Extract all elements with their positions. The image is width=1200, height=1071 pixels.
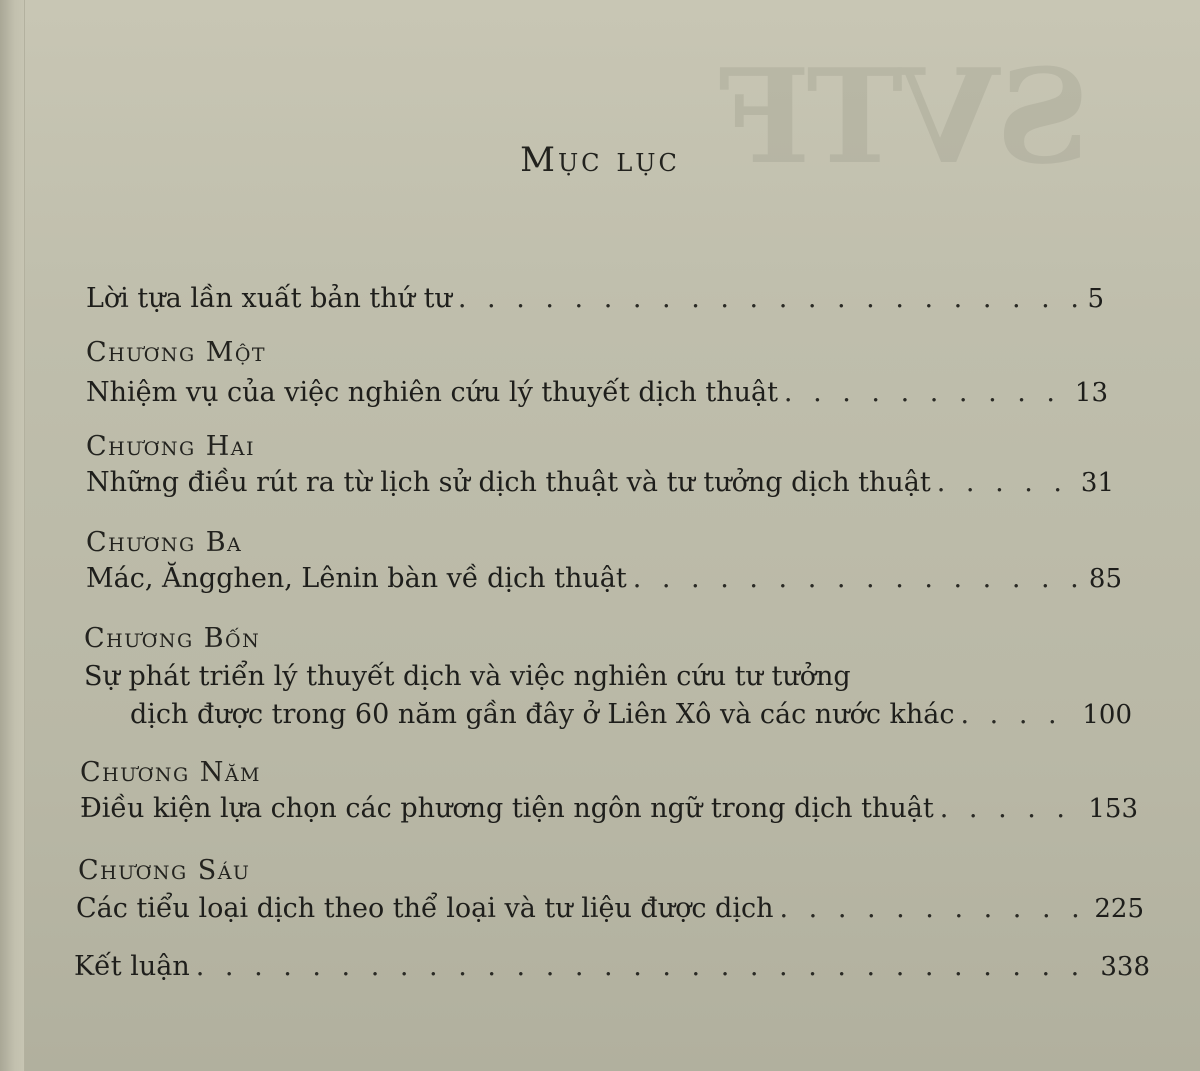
entry-text: Mác, Ăngghen, Lênin bàn về dịch thuật bbox=[86, 563, 627, 594]
page-number: 13 bbox=[1074, 378, 1108, 408]
page-number: 100 bbox=[1082, 700, 1132, 730]
entry-text: Những điều rút ra từ lịch sử dịch thuật và tư tưởng dịch thuật bbox=[86, 467, 931, 498]
toc-entry-conclusion bbox=[74, 950, 1150, 984]
toc-entry-preface bbox=[86, 282, 1104, 316]
page-number: 5 bbox=[1087, 284, 1104, 314]
chapter-heading-5: Chương Năm bbox=[80, 757, 262, 788]
chapter-heading-4: Chương Bốn bbox=[84, 623, 261, 654]
toc-entry-chapter-3 bbox=[86, 562, 1122, 596]
toc-entry-chapter-4 bbox=[130, 698, 1132, 732]
entry-text: Nhiệm vụ của việc nghiên cứu lý thuyết dịch thuật bbox=[86, 377, 778, 408]
dot-leader bbox=[779, 892, 1088, 926]
dot-leader bbox=[196, 950, 1095, 984]
dot-leader bbox=[458, 282, 1082, 316]
page-number: 338 bbox=[1100, 952, 1150, 982]
page-number: 85 bbox=[1088, 564, 1122, 594]
chapter-heading-6: Chương Sáu bbox=[78, 855, 251, 886]
dot-leader bbox=[961, 698, 1077, 732]
dot-leader bbox=[937, 466, 1075, 500]
toc-title: Mục lục bbox=[520, 140, 680, 180]
dot-leader bbox=[940, 792, 1083, 826]
dot-leader bbox=[633, 562, 1083, 596]
toc-entry-chapter-2 bbox=[86, 466, 1114, 500]
entry-text: Các tiểu loại dịch theo thể loại và tư liệu được dịch bbox=[76, 893, 774, 924]
entry-text: Điều kiện lựa chọn các phương tiện ngôn ngữ trong dịch thuật bbox=[80, 793, 934, 824]
dot-leader bbox=[784, 376, 1069, 410]
page-number: 225 bbox=[1094, 894, 1144, 924]
toc-entry-chapter-6 bbox=[76, 892, 1144, 926]
entry-text: dịch được trong 60 năm gần đây ở Liên Xô và các nước khác bbox=[130, 699, 955, 730]
chapter-heading-3: Chương Ba bbox=[86, 527, 243, 558]
chapter-heading-1: Chương Một bbox=[86, 337, 267, 368]
toc-entry-chapter-1 bbox=[86, 376, 1108, 410]
entry-text: Lời tựa lần xuất bản thứ tư bbox=[86, 283, 452, 314]
chapter-heading-2: Chương Hai bbox=[86, 431, 255, 462]
toc-entry-chapter-5 bbox=[80, 792, 1138, 826]
bleed-through-shadow: SVTF bbox=[722, 40, 1090, 193]
toc-entry-chapter-4-line-1: Sự phát triển lý thuyết dịch và việc nghiên cứu tư tưởng bbox=[84, 661, 851, 692]
page-number: 153 bbox=[1088, 794, 1138, 824]
entry-text: Kết luận bbox=[74, 951, 190, 982]
page-number: 31 bbox=[1080, 468, 1114, 498]
